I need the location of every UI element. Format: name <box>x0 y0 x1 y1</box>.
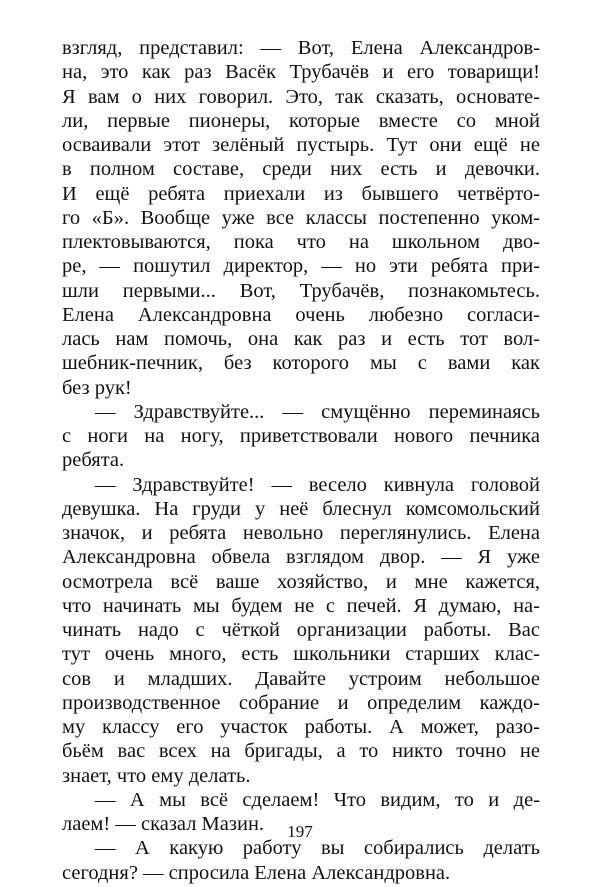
text-line: плектовываются, пока что на школьном дво- <box>62 231 540 253</box>
text-line: — А какую работу вы собирались делать <box>95 837 540 860</box>
text-line: значок, и ребята невольно переглянулись. Елена <box>62 522 540 544</box>
text-line: что начинать мы будем не с печей. Я думаю, на- <box>62 594 540 617</box>
text-line: Елена Александровна очень любезно согласи- <box>62 303 540 326</box>
text-line: И ещё ребята приехали из бывшего четвёрто- <box>62 182 540 205</box>
text-line: чинать надо с чёткой организации работы. Вас <box>62 619 540 641</box>
text-line: ли, первые пионеры, которые вместе со мной <box>62 109 540 132</box>
text-line: на, это как раз Васёк Трубачёв и его товарищи! <box>62 61 540 84</box>
text-line: Александровна обвела взглядом двор. — Я уже <box>62 546 540 569</box>
text-line: сегодня? — спросила Елена Александровна. <box>62 861 451 884</box>
text-line: в полном составе, среди них есть и девочки. <box>62 158 540 181</box>
text-line: — Здравствуйте! — весело кивнула головой <box>95 473 540 496</box>
text-line: бьём вас всех на бригады, а то никто точно не <box>62 740 540 763</box>
text-line: осмотрела всё ваше хозяйство, и мне кажется, <box>62 570 540 593</box>
text-line: му классу его участок работы. А может, разо- <box>62 716 540 738</box>
text-line: го «Б». Вообще уже все классы постепенно уком- <box>62 206 540 229</box>
body-text <box>62 36 540 885</box>
text-line: ребята. <box>62 449 125 472</box>
text-line: с ноги на ногу, приветствовали нового печника <box>62 425 540 447</box>
text-line: ре, — пошутил директор, — но эти ребята при- <box>62 255 540 278</box>
text-line: лаем! — сказал Мазин. <box>62 813 265 835</box>
text-line: без рук! <box>62 376 132 399</box>
text-line: — Здравствуйте... — смущённо переминаясь <box>95 400 540 423</box>
text-line: тут очень много, есть школьники старших клас- <box>62 643 540 666</box>
text-line: знает, что ему делать. <box>62 764 251 787</box>
text-line: шебник-печник, без которого мы с вами как <box>62 352 540 375</box>
text-line: девушка. На груди у неё блеснул комсомольский <box>62 497 540 520</box>
text-line: сов и младших. Давайте устроим небольшое <box>62 667 540 690</box>
text-line: осваивали этот зелёный пустырь. Тут они ещё не <box>62 134 540 156</box>
text-line: Я вам о них говорил. Это, так сказать, основате- <box>62 85 540 108</box>
text-line: шли первыми... Вот, Трубачёв, познакомьтесь. <box>62 279 540 302</box>
page-number: 197 <box>287 822 313 841</box>
text-line: производственное собрание и определим каждо- <box>62 691 540 714</box>
text-line: — А мы всё сделаем! Что видим, то и де- <box>95 788 540 811</box>
text-line: взгляд, представил: — Вот, Елена Александров- <box>62 37 540 59</box>
text-line: лась нам помочь, она как раз и есть тот вол- <box>62 328 540 350</box>
